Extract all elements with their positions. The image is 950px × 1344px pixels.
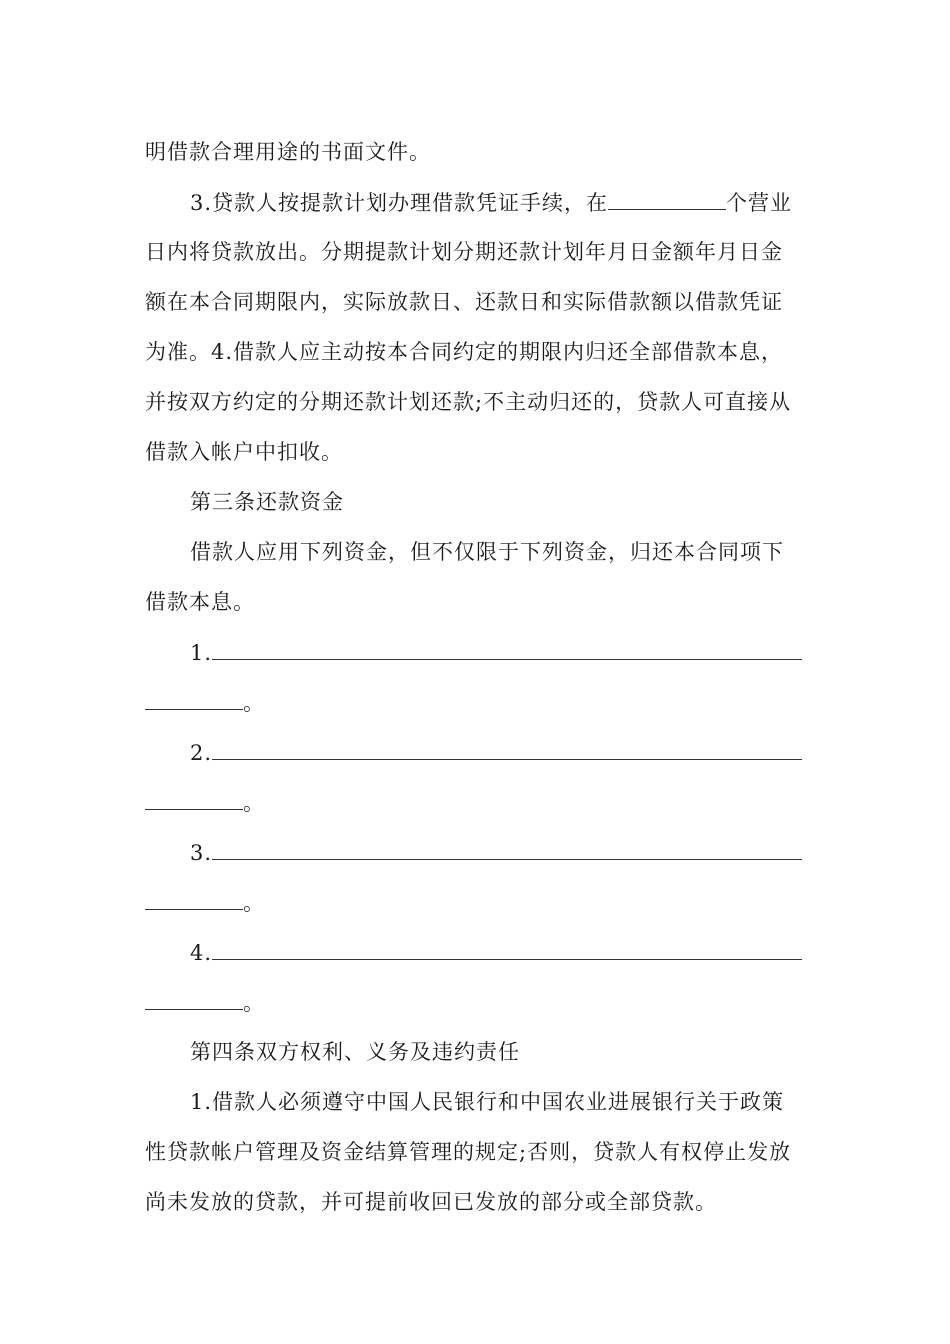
- paragraph-line: [145, 287, 807, 317]
- fill-in-blank: [608, 187, 726, 210]
- text: 3.贷款人按提款计划办理借款凭证手续，在: [190, 191, 609, 215]
- paragraph-line: [190, 1087, 807, 1117]
- text: 第三条还款资金: [190, 490, 344, 514]
- text: 并按双方约定的分期还款计划还款;不主动归还的，贷款人可直接从: [145, 390, 792, 414]
- list-item-continuation: [145, 887, 807, 917]
- list-item: [190, 937, 807, 967]
- text: 。: [243, 691, 265, 715]
- list-item-continuation: [145, 987, 807, 1017]
- fill-in-blank: [212, 937, 802, 960]
- text: 。: [243, 791, 265, 815]
- text: 。: [243, 891, 265, 915]
- paragraph-line: [145, 437, 807, 467]
- text: 个营业: [726, 191, 793, 215]
- fill-in-blank: [145, 887, 243, 910]
- fill-in-blank: [212, 837, 802, 860]
- paragraph-line: [145, 587, 807, 617]
- text: 尚未发放的贷款，并可提前收回已发放的部分或全部贷款。: [145, 1190, 717, 1214]
- paragraph-line: [145, 387, 807, 417]
- fill-in-blank: [145, 987, 243, 1010]
- paragraph-line: [145, 137, 807, 167]
- paragraph-line: [145, 1187, 807, 1217]
- text: 额在本合同期限内，实际放款日、还款日和实际借款额以借款凭证: [145, 290, 783, 314]
- text: 明借款合理用途的书面文件。: [145, 140, 431, 164]
- text: 第四条双方权利、义务及违约责任: [190, 1040, 520, 1064]
- fill-in-blank: [212, 637, 802, 660]
- text: 日内将贷款放出。分期提款计划分期还款计划年月日金额年月日金: [145, 240, 783, 264]
- list-item-continuation: [145, 787, 807, 817]
- list-item: [190, 737, 807, 767]
- fill-in-blank: [145, 687, 243, 710]
- paragraph-line: [145, 1137, 807, 1167]
- item-number: 3.: [190, 841, 213, 865]
- item-number: 4.: [190, 941, 213, 965]
- section-heading: [190, 1037, 807, 1067]
- paragraph-line: [145, 237, 807, 267]
- text: 借款人应用下列资金，但不仅限于下列资金，归还本合同项下: [190, 540, 784, 564]
- text: 1.借款人必须遵守中国人民银行和中国农业进展银行关于政策: [190, 1090, 785, 1114]
- paragraph-line: [145, 337, 807, 367]
- list-item: [190, 637, 807, 667]
- fill-in-blank: [145, 787, 243, 810]
- text: 。: [243, 991, 265, 1015]
- text: 性贷款帐户管理及资金结算管理的规定;否则，贷款人有权停止发放: [145, 1140, 792, 1164]
- list-item: [190, 837, 807, 867]
- text: 借款本息。: [145, 590, 255, 614]
- item-number: 1.: [190, 641, 213, 665]
- paragraph-line: [190, 537, 807, 567]
- item-number: 2.: [190, 741, 213, 765]
- section-heading: [190, 487, 807, 517]
- fill-in-blank: [212, 737, 802, 760]
- paragraph-line: [190, 187, 807, 217]
- text: 借款入帐户中扣收。: [145, 440, 343, 464]
- text: 为准。4.借款人应主动按本合同约定的期限内归还全部借款本息，: [145, 340, 784, 364]
- list-item-continuation: [145, 687, 807, 717]
